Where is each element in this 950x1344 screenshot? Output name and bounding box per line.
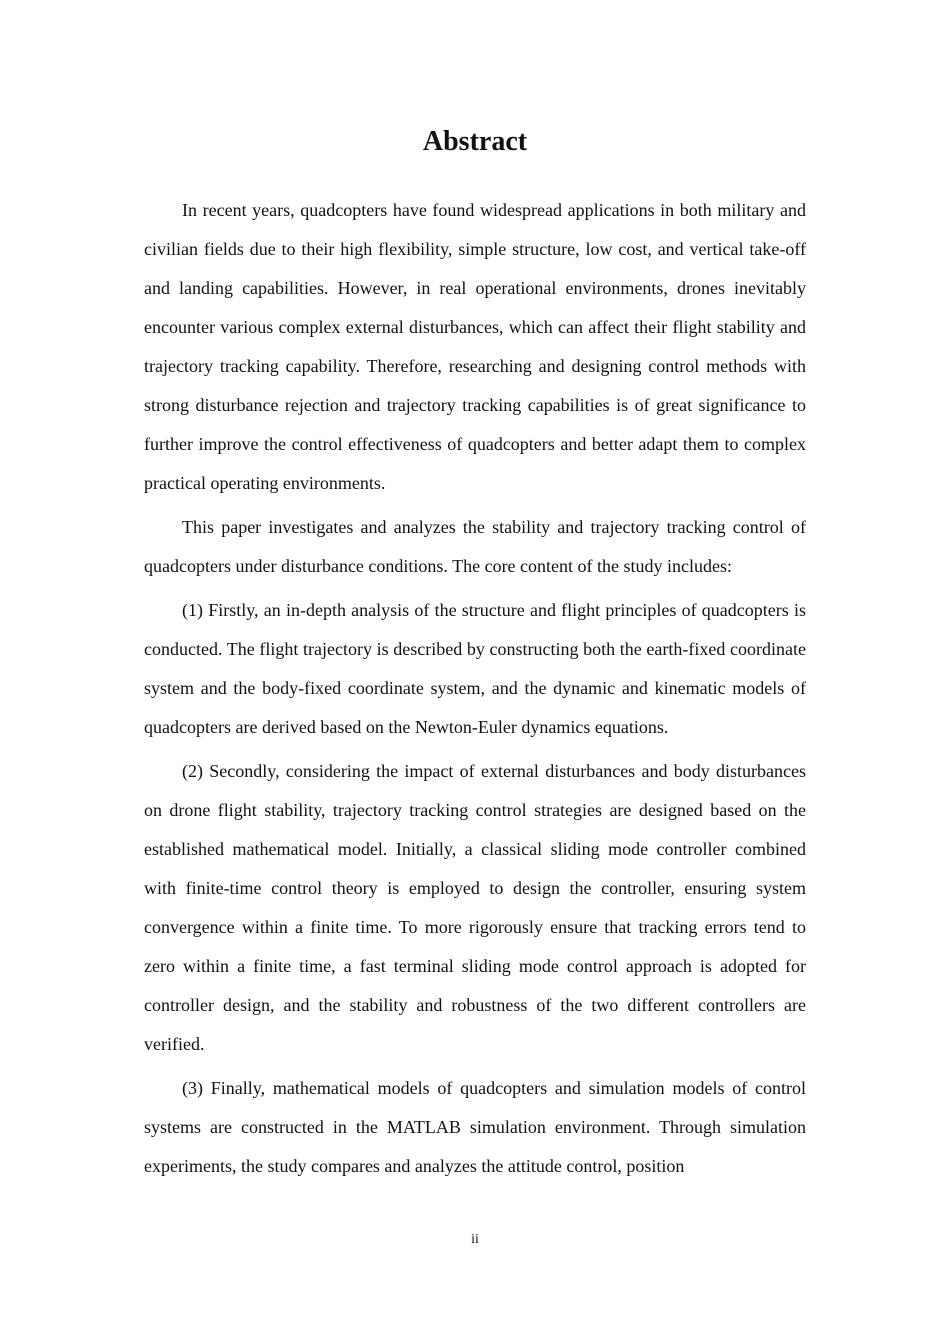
paragraph-item-2: (2) Secondly, considering the impact of external disturbances and body disturbances on drone flight stability, trajectory tracking control strategies are designed based on the established mathematical model. Initially, a classical sliding mode controller combined with finite-time control theory is employed to design the controller, ensuring system convergence within a finite time. To more rigorously ensure that tracking errors tend to zero within a finite time, a fast terminal sliding mode control approach is adopted for controller design, and the stability and robustness of the two different controllers are verified. (144, 761, 806, 1054)
abstract-body (144, 191, 806, 1191)
page-number: ii (471, 1232, 479, 1247)
abstract-title: Abstract (422, 126, 528, 157)
paragraph-item-3: (3) Finally, mathematical models of quadcopters and simulation models of control systems are constructed in the MATLAB simulation environment. Through simulation experiments, the study compares and analyzes the attitude control, position (144, 1078, 806, 1176)
paragraph-intro: In recent years, quadcopters have found widespread applications in both military and civilian fields due to their high flexibility, simple structure, low cost, and vertical take-off and landing capabilities. However, in real operational environments, drones inevitably encounter various complex external disturbances, which can affect their flight stability and trajectory tracking capability. Therefore, researching and designing control methods with strong disturbance rejection and trajectory tracking capabilities is of great significance to further improve the control effectiveness of quadcopters and better adapt them to complex practical operating environments. (144, 200, 806, 493)
paragraph-item-1: (1) Firstly, an in-depth analysis of the structure and flight principles of quadcopters is conducted. The flight trajectory is described by constructing both the earth-fixed coordinate system and the body-fixed coordinate system, and the dynamic and kinematic models of quadcopters are derived based on the Newton-Euler dynamics equations. (144, 600, 806, 737)
paragraph-scope: This paper investigates and analyzes the stability and trajectory tracking control of quadcopters under disturbance conditions. The core content of the study includes: (144, 517, 806, 576)
